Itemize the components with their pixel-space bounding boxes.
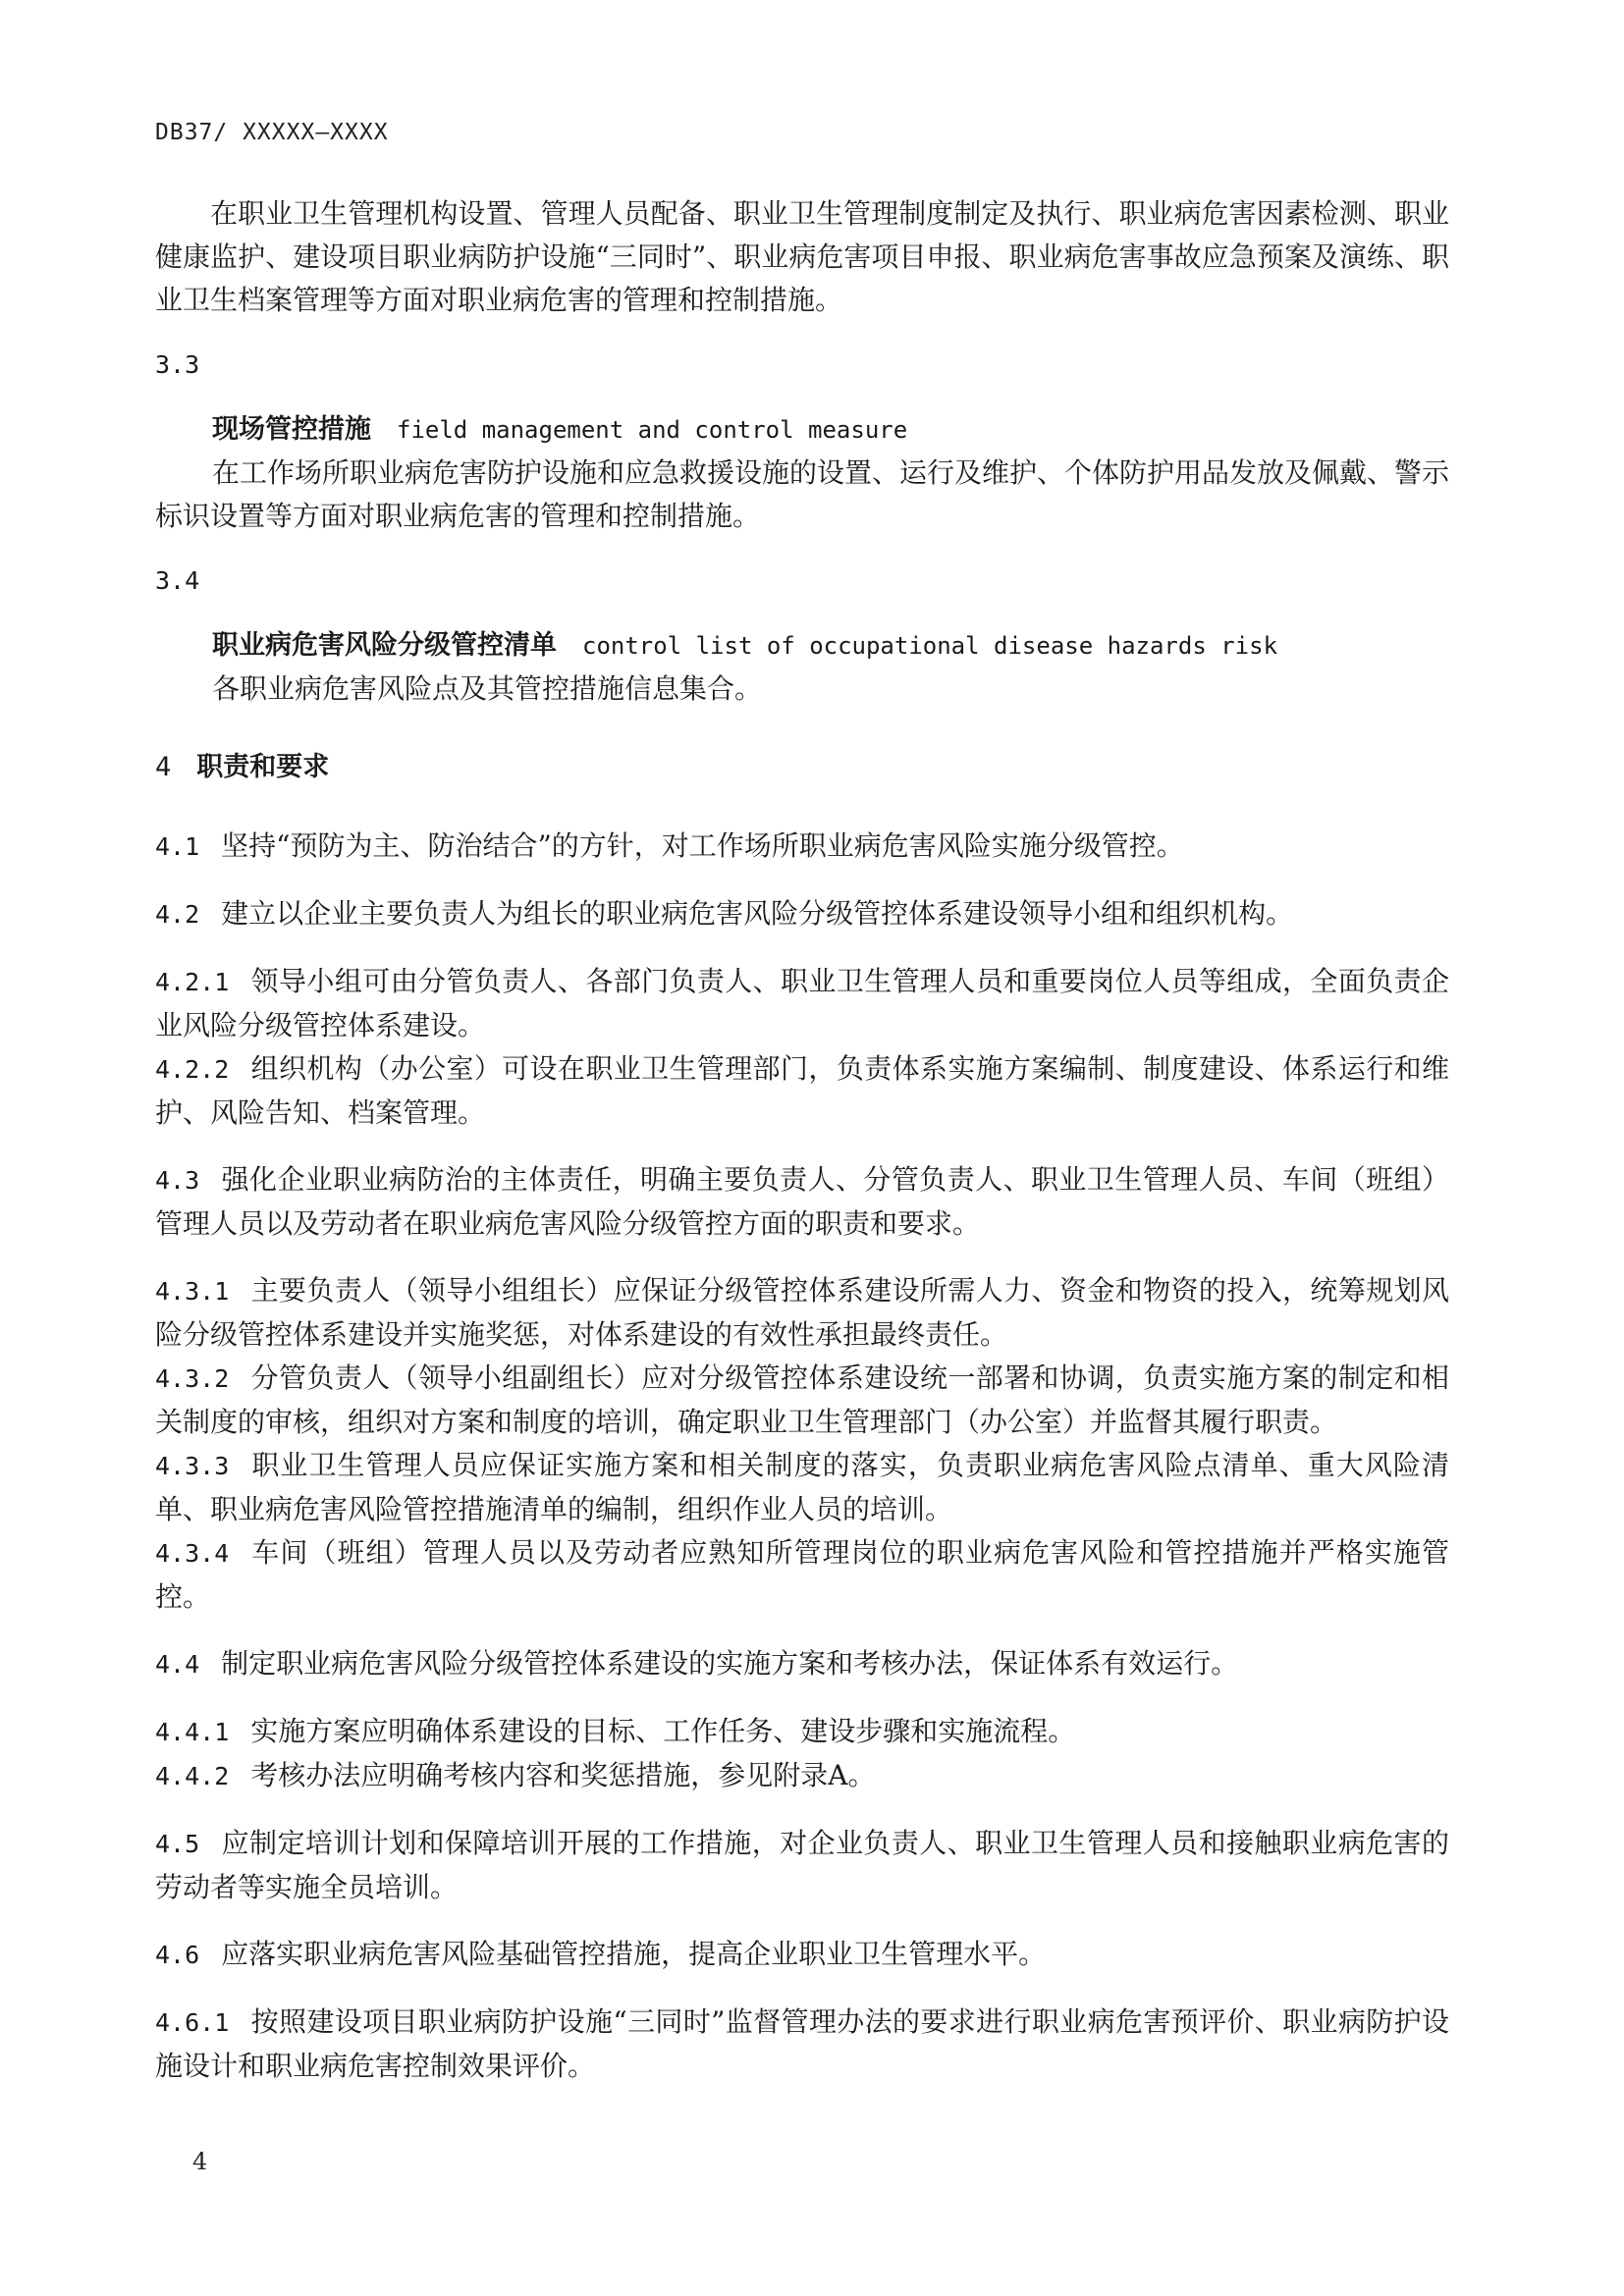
term-number: 3.4 <box>155 566 200 595</box>
clause-number: 4.2.2 <box>155 1055 230 1084</box>
clause-number: 4.4.2 <box>155 1762 230 1790</box>
term-definition: 在工作场所职业病危害防护设施和应急救援设施的设置、运行及维护、个体防护用品发放及佩戴、警示标识设置等方面对职业病危害的管理和控制措施。 <box>155 456 1450 532</box>
clause <box>155 2001 1449 2088</box>
intro-paragraph: 在职业卫生管理机构设置、管理人员配备、职业卫生管理制度制定及执行、职业病危害因素检测、职业健康监护、建设项目职业病防护设施“三同时”、职业病危害项目申报、职业病危害事故应急预案及演练、职业卫生档案管理等方面对职业病危害的管理和控制措施。 <box>155 197 1449 316</box>
clause-text: 考核办法应明确考核内容和奖惩措施，参见附录A。 <box>250 1759 876 1791</box>
clause-number: 4.3.1 <box>155 1277 230 1306</box>
term-en: control list of occupational disease hazards risk <box>582 632 1278 660</box>
term-number: 3.3 <box>155 350 200 379</box>
clause <box>155 892 1449 936</box>
clause <box>155 1269 1449 1357</box>
clause-text: 制定职业病危害风险分级管控体系建设的实施方案和考核办法，保证体系有效运行。 <box>221 1647 1239 1680</box>
clause-text: 领导小组可由分管负责人、各部门负责人、职业卫生管理人员和重要岗位人员等组成，全面负责企业风险分级管控体系建设。 <box>155 965 1449 1041</box>
clause <box>155 1642 1449 1686</box>
clause <box>155 1933 1449 1977</box>
clause-text: 主要负责人（领导小组组长）应保证分级管控体系建设所需人力、资金和物资的投入，统筹规划风险分级管控体系建设并实施奖惩，对体系建设的有效性承担最终责任。 <box>155 1274 1449 1351</box>
clause <box>155 1822 1449 1909</box>
section-number: 4 <box>155 752 172 782</box>
clause <box>155 1158 1449 1246</box>
term-en: field management and control measure <box>397 416 908 444</box>
clause <box>155 1531 1449 1619</box>
clause <box>155 825 1449 869</box>
clause-number: 4.4.1 <box>155 1718 230 1746</box>
clause-text: 坚持“预防为主、防治结合”的方针，对工作场所职业病危害风险实施分级管控。 <box>221 829 1184 862</box>
clause-text: 职业卫生管理人员应保证实施方案和相关制度的落实，负责职业病危害风险点清单、重大风险清单、职业病危害风险管控措施清单的编制，组织作业人员的培训。 <box>155 1449 1449 1525</box>
clause <box>155 1047 1449 1135</box>
clause-text: 分管负责人（领导小组副组长）应对分级管控体系建设统一部署和协调，负责实施方案的制定和相关制度的审核，组织对方案和制度的培训，确定职业卫生管理部门（办公室）并监督其履行职责。 <box>155 1362 1449 1438</box>
clause-number: 4.1 <box>155 832 200 861</box>
clause <box>155 1444 1449 1531</box>
clause-text: 应落实职业病危害风险基础管控措施，提高企业职业卫生管理水平。 <box>221 1938 1047 1970</box>
clause-text: 强化企业职业病防治的主体责任，明确主要负责人、分管负责人、职业卫生管理人员、车间（班组）管理人员以及劳动者在职业病危害风险分级管控方面的职责和要求。 <box>155 1163 1449 1240</box>
clause-number: 4.2.1 <box>155 968 230 996</box>
page-number: 4 <box>192 2148 208 2175</box>
clause-number: 4.5 <box>155 1830 200 1858</box>
clause-number: 4.6 <box>155 1941 200 1969</box>
term-zh: 职业病危害风险分级管控清单 <box>212 630 557 661</box>
clause-text: 建立以企业主要负责人为组长的职业病危害风险分级管控体系建设领导小组和组织机构。 <box>221 897 1294 930</box>
document-code-header: DB37/ XXXXX—XXXX <box>155 120 389 145</box>
document-body <box>155 192 1449 2088</box>
clause-text: 实施方案应明确体系建设的目标、工作任务、建设步骤和实施流程。 <box>250 1715 1076 1747</box>
clause-text: 按照建设项目职业病防护设施“三同时”监督管理办法的要求进行职业病危害预评价、职业病防护设施设计和职业病危害控制效果评价。 <box>155 2005 1449 2082</box>
clause-number: 4.3.4 <box>155 1539 230 1568</box>
clause-text: 组织机构（办公室）可设在职业卫生管理部门，负责体系实施方案编制、制度建设、体系运行和维护、风险告知、档案管理。 <box>155 1052 1449 1129</box>
clause <box>155 1357 1449 1444</box>
clause-text: 应制定培训计划和保障培训开展的工作措施，对企业负责人、职业卫生管理人员和接触职业病危害的劳动者等实施全员培训。 <box>155 1827 1449 1903</box>
clause-number: 4.3 <box>155 1166 200 1195</box>
clause-number: 4.2 <box>155 900 200 929</box>
section-heading <box>155 746 1449 789</box>
term-definition: 各职业病危害风险点及其管控措施信息集合。 <box>212 672 763 705</box>
clause-number: 4.3.3 <box>155 1452 230 1480</box>
clause-number: 4.4 <box>155 1650 200 1679</box>
section-title: 职责和要求 <box>196 752 330 782</box>
clause-number: 4.6.1 <box>155 2008 230 2037</box>
term-heading <box>155 408 1449 452</box>
term-zh: 现场管控措施 <box>212 414 371 445</box>
term-heading <box>155 624 1449 667</box>
clause <box>155 1754 1449 1798</box>
clause <box>155 960 1449 1047</box>
clause-text: 车间（班组）管理人员以及劳动者应熟知所管理岗位的职业病危害风险和管控措施并严格实施管控。 <box>155 1536 1449 1613</box>
clause-number: 4.3.2 <box>155 1364 230 1393</box>
clause <box>155 1710 1449 1754</box>
